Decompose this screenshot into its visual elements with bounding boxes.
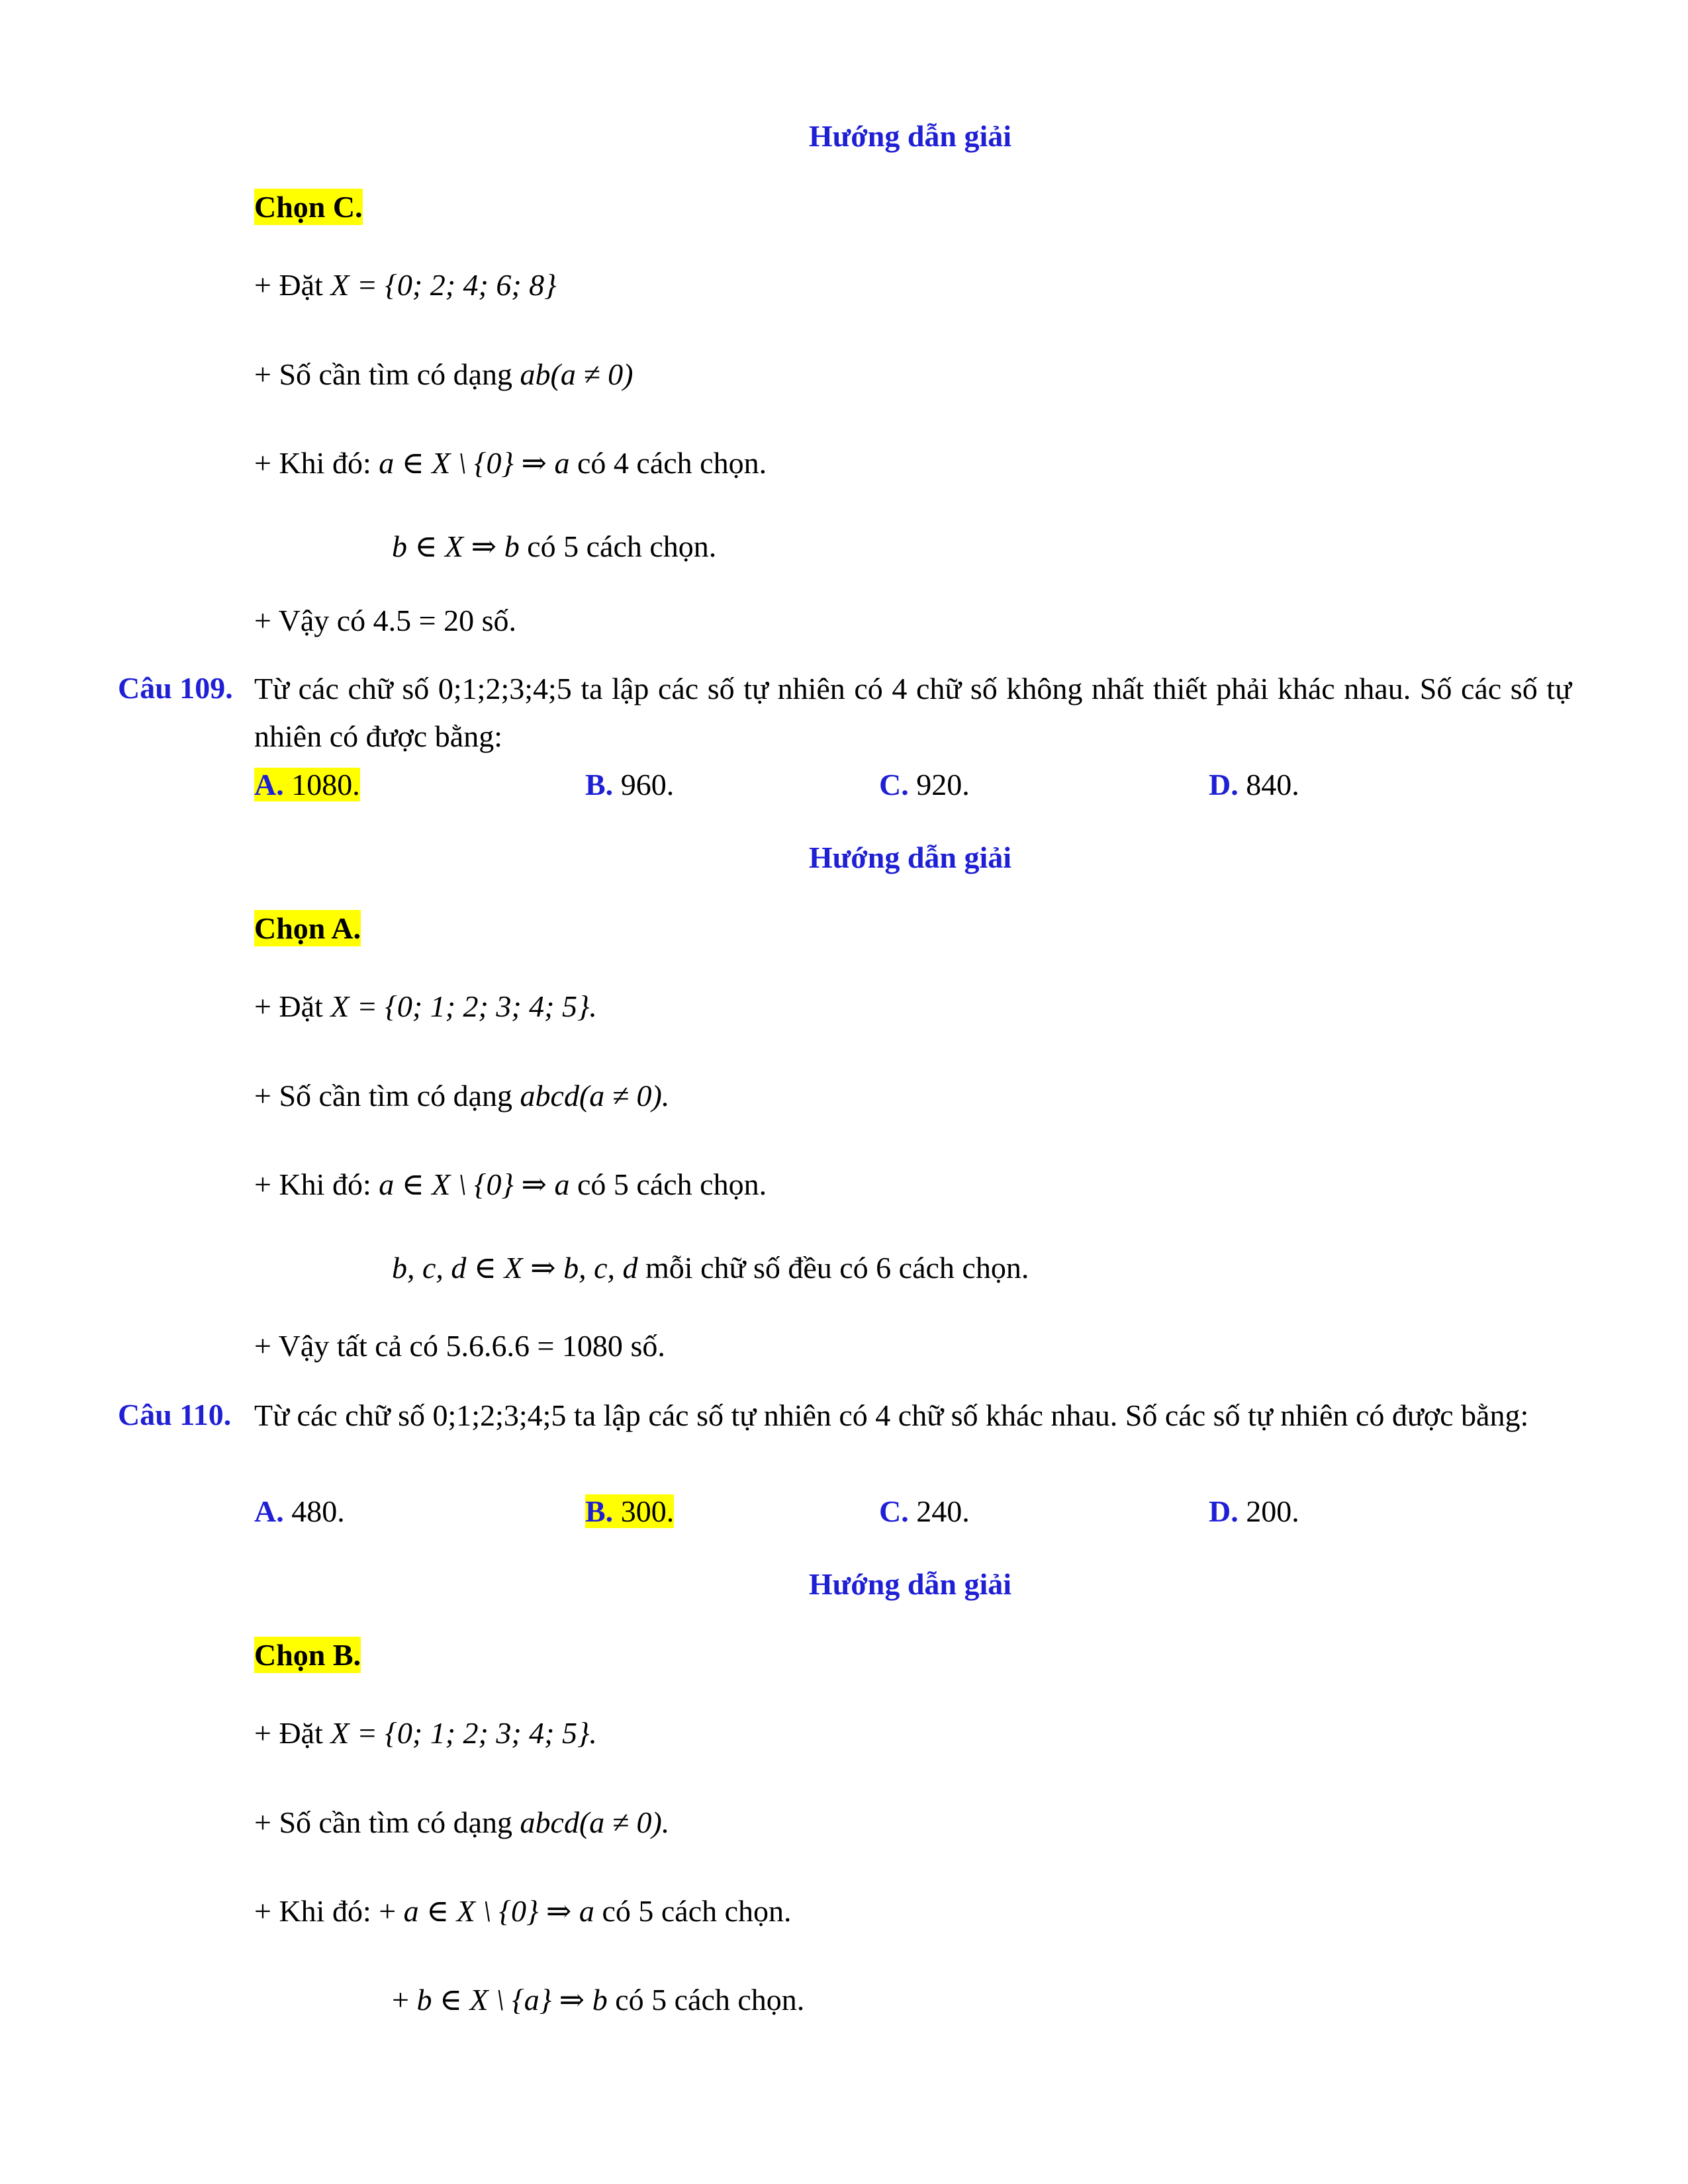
option-a <box>254 766 360 803</box>
step-text: + Khi đó: <box>254 1167 371 1201</box>
option-value: 960. <box>620 768 675 801</box>
option-letter: A. <box>254 768 284 801</box>
step-text: + Khi đó: <box>254 446 371 480</box>
solution-step-3 <box>254 1893 792 1929</box>
solution-step-4 <box>392 1250 1029 1286</box>
step-text: + Số cần tìm có dạng <box>254 1079 513 1113</box>
math-expression: a ∈ X \ {0} ⇒ a <box>379 446 570 480</box>
step-text: có 5 cách chọn. <box>602 1894 792 1928</box>
step-text: + Vậy có <box>254 604 366 637</box>
step-text: số. <box>630 1329 665 1363</box>
step-text: có 4 cách chọn. <box>577 446 767 480</box>
question-label: Câu 110. <box>118 1398 232 1432</box>
solution-step-2 <box>254 1804 669 1841</box>
option-value: 480. <box>291 1494 345 1528</box>
math-expression: abcd(a ≠ 0). <box>520 1805 670 1839</box>
math-expression: 5.6.6.6 = 1080 <box>445 1329 623 1363</box>
option-c <box>879 1493 970 1529</box>
step-text: + Số cần tìm có dạng <box>254 357 513 391</box>
solution-heading: Hướng dẫn giải <box>808 1567 1012 1601</box>
solution-step-4 <box>392 528 716 565</box>
math-expression: b ∈ X ⇒ b <box>392 529 520 563</box>
option-value: 840. <box>1246 768 1299 801</box>
step-text: + Đặt <box>254 989 323 1023</box>
step-text: có 5 cách chọn. <box>527 529 717 563</box>
solution-heading: Hướng dẫn giải <box>808 841 1012 874</box>
option-letter: B. <box>585 1494 614 1528</box>
option-a <box>254 1493 345 1529</box>
math-expression: 4.5 = 20 <box>373 604 475 637</box>
solution-step-5 <box>254 602 516 639</box>
math-expression: abcd(a ≠ 0). <box>520 1079 670 1113</box>
option-letter: B. <box>585 768 614 801</box>
step-text: mỗi chữ số đều có 6 cách chọn. <box>645 1251 1029 1285</box>
question-label: Câu 109. <box>118 671 233 705</box>
question-text: Từ các chữ số 0;1;2;3;4;5 ta lập các số tự nhiên có 4 chữ số không nhất thiết phải khác nhau. Số các số tự nhiên có được bằng: <box>254 672 1571 753</box>
option-value: 920. <box>916 768 970 801</box>
step-text: có 5 cách chọn. <box>615 1983 805 2017</box>
solution-step-3 <box>254 1166 767 1203</box>
solution-step-2 <box>254 1077 669 1114</box>
step-text: có 5 cách chọn. <box>577 1167 767 1201</box>
math-expression: ab(a ≠ 0) <box>520 357 633 391</box>
step-text: số. <box>481 604 517 637</box>
option-letter: C. <box>879 1494 909 1528</box>
step-text: + Khi đó: + <box>254 1894 397 1928</box>
solution-step-1 <box>254 988 597 1024</box>
math-expression: X = {0; 1; 2; 3; 4; 5}. <box>330 1716 597 1750</box>
step-text: + Đặt <box>254 1716 323 1750</box>
option-b <box>585 766 674 803</box>
solution-step-3 <box>254 445 767 481</box>
option-letter: D. <box>1209 768 1239 801</box>
solution-step-1 <box>254 267 557 303</box>
option-d <box>1209 1493 1299 1529</box>
step-text: + Vậy tất cả có <box>254 1329 438 1363</box>
option-value: 200. <box>1246 1494 1299 1528</box>
solution-step-1 <box>254 1715 597 1751</box>
solution-step-5 <box>254 1328 665 1364</box>
option-value: 300. <box>620 1494 675 1528</box>
math-expression: a ∈ X \ {0} ⇒ a <box>403 1894 594 1928</box>
math-expression: X = {0; 1; 2; 3; 4; 5}. <box>330 989 597 1023</box>
option-letter: D. <box>1209 1494 1239 1528</box>
math-expression: b ∈ X \ {a} ⇒ b <box>416 1983 608 2017</box>
question-text: Từ các chữ số 0;1;2;3;4;5 ta lập các số tự nhiên có 4 chữ số khác nhau. Số các số tự nhiên có được bằng: <box>254 1398 1529 1432</box>
option-letter: A. <box>254 1494 284 1528</box>
solution-heading: Hướng dẫn giải <box>808 119 1012 153</box>
answer-choice: Chọn C. <box>254 189 363 225</box>
option-d <box>1209 766 1299 803</box>
option-value: 1080. <box>291 768 360 801</box>
solution-step-2 <box>254 356 633 392</box>
answer-choice: Chọn A. <box>254 910 361 946</box>
option-value: 240. <box>916 1494 970 1528</box>
math-expression: a ∈ X \ {0} ⇒ a <box>379 1167 570 1201</box>
option-letter: C. <box>879 768 909 801</box>
answer-choice: Chọn B. <box>254 1637 361 1673</box>
step-text: + <box>392 1983 409 2017</box>
math-expression: X = {0; 2; 4; 6; 8} <box>330 268 557 302</box>
solution-step-4 <box>392 1981 804 2018</box>
math-expression: b, c, d ∈ X ⇒ b, c, d <box>392 1251 638 1285</box>
option-b <box>585 1493 674 1529</box>
step-text: + Số cần tìm có dạng <box>254 1805 513 1839</box>
step-text: + Đặt <box>254 268 323 302</box>
option-c <box>879 766 970 803</box>
